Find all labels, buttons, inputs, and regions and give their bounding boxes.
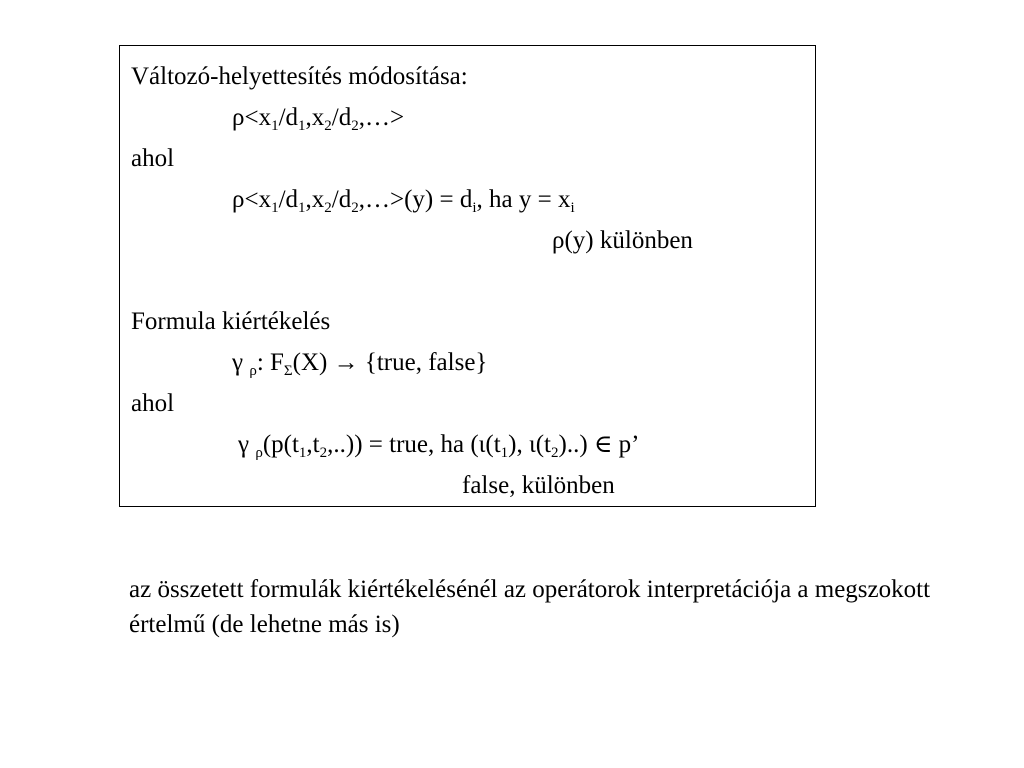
heading-substitution: Változó-helyettesítés módosítása: (131, 63, 468, 90)
rho-case-otherwise: ρ(y) különben (552, 227, 693, 254)
rho-case-match: $\rho<x_1/d_1,x_2/d_2,\dots>(y) = d_i$, ha $y = x_i$ (232, 186, 575, 216)
heading-evaluation: Formula kiértékelés (131, 308, 331, 335)
definition-box (119, 45, 816, 507)
ahol-label-1: ahol (131, 145, 175, 172)
ahol-label-2: ahol (131, 390, 175, 417)
explanatory-note: az összetett formulák kiértékelésénél az operátorok interpretációja a megszokott értelmű (de lehetne más is) (129, 576, 931, 638)
rho-definition: $\rho<x_1/d_1,x_2/d_2,\dots>$ (232, 104, 405, 134)
gamma-case-false: false, különben (462, 472, 615, 499)
gamma-definition: γ $_\rho$: $F_\Sigma(X)$ → {true, false} (232, 349, 488, 379)
gamma-case-true: γ $_\rho(p(t_1,t_2,..))$ = true, ha ($\iota(t_1)$, $\iota(t_2)$..) ∈ p’ (238, 431, 640, 461)
